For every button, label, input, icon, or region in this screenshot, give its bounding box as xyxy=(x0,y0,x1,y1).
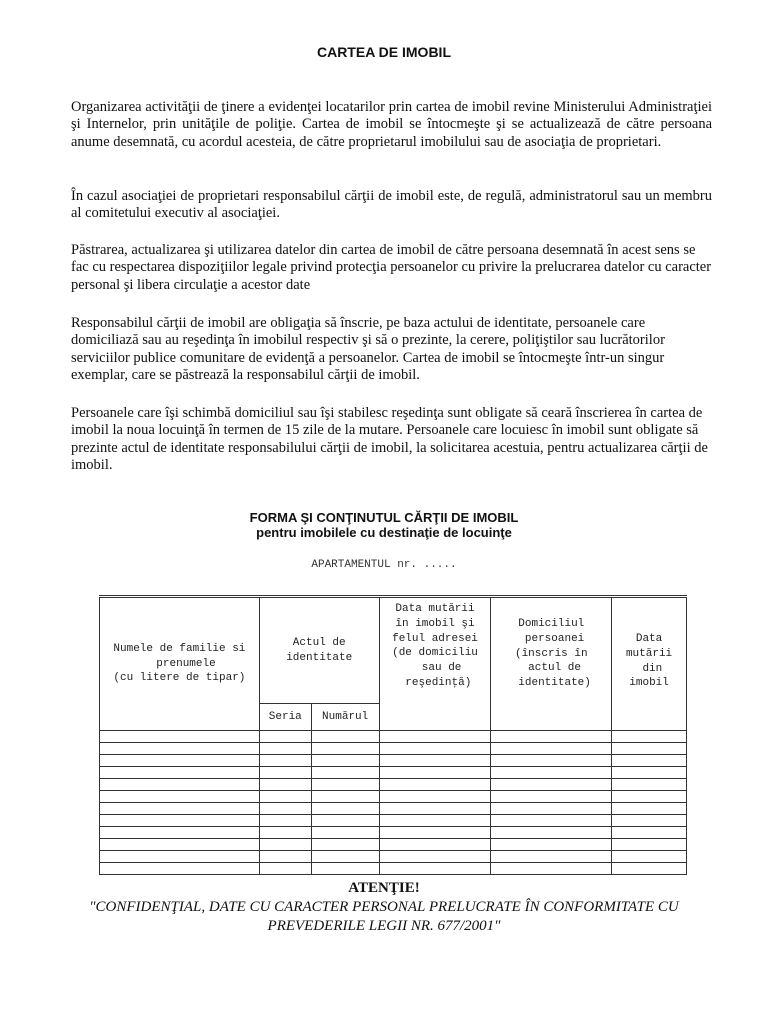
column-header-move-in: Data mutării în imobil şi felul adresei (de domiciliu sau de reşedinţă) xyxy=(379,597,491,731)
form-section-title xyxy=(0,510,768,540)
table-row xyxy=(100,791,687,803)
table-row xyxy=(100,863,687,875)
column-header-move-out: Data mutării din imobil xyxy=(612,597,687,731)
paragraph-persoane: Persoanele care îşi schimbă domiciliul sau îşi stabilesc reşedinţa sunt obligate să ceară înscrierea în cartea de imobil la noua locuinţă în termen de 15 zile de la mutare. Persoanele care locuiesc în imobil sunt obligate să prezinte actul de identitate responsabilului cărţii de imobil, la solicitarea acestuia, pentru actualizarea cărţii de imobil. xyxy=(71,405,708,474)
apartment-label: APARTAMENTUL nr. ..... xyxy=(311,559,457,571)
form-title-line2: pentru imobilele cu destinaţie de locuinţe xyxy=(256,525,512,540)
registry-table xyxy=(99,595,687,875)
table-row xyxy=(100,827,687,839)
table-row xyxy=(100,743,687,755)
warning-title: ATENŢIE! xyxy=(348,880,420,896)
paragraph-responsabil: Responsabilul cărţii de imobil are obligaţia să înscrie, pe baza actului de identitate, persoanele care domiciliază sau au reşedinţa în imobilul respectiv şi să o prezinte, la cerere, poliţiştilor sau lucrătorilor serviciilor publice comunitare de evidenţă a persoanelor. Cartea de imobil se întocmeşte într-un singur exemplar, care se păstrează la responsabilul cărţii de imobil. xyxy=(71,315,665,384)
column-header-id-number: Numărul xyxy=(311,704,379,731)
warning-text: "CONFIDENŢIAL, DATE CU CARACTER PERSONAL PRELUCRATE ÎN CONFORMITATE CU PREVEDERILE LEGII NR. 677/2001" xyxy=(89,899,679,934)
column-header-id-document: Actul de identitate xyxy=(259,597,379,704)
table-row xyxy=(100,803,687,815)
column-header-id-series: Seria xyxy=(259,704,311,731)
table-row xyxy=(100,839,687,851)
paragraph-organizare: Organizarea activităţii de ţinere a evidenţei locatarilor prin cartea de imobil revine Ministerului Administraţiei şi Internelor, prin unităţile de poliţie. Cartea de imobil se întocmeşte şi se actualizează de către persoana anume desemnată, cu acordul acesteia, de către proprietarul imobilului sau de asociaţia de proprietari. xyxy=(71,99,712,150)
column-header-domicile: Domiciliul persoanei (înscris în actul de identitate) xyxy=(491,597,612,731)
paragraph-pastrare: Păstrarea, actualizarea şi utilizarea datelor din cartea de imobil de către persoana desemnată în acest sens se fac cu respectarea dispoziţiilor legale privind protecţia persoanelor cu privire la prelucrarea datelor cu caracter personal şi libera circulaţie a acestor date xyxy=(71,242,712,293)
document-title: CARTEA DE IMOBIL xyxy=(316,44,452,60)
table-row xyxy=(100,767,687,779)
form-title-line1: FORMA ŞI CONŢINUTUL CĂRŢII DE IMOBIL xyxy=(249,510,519,525)
table-row xyxy=(100,851,687,863)
column-header-name: Numele de familie si prenumele (cu litere de tipar) xyxy=(100,597,260,731)
table-row xyxy=(100,731,687,743)
table-row xyxy=(100,779,687,791)
table-row xyxy=(100,815,687,827)
table-row xyxy=(100,755,687,767)
paragraph-asociatie: În cazul asociaţiei de proprietari responsabilul cărţii de imobil este, de regulă, administratorul sau un membru al comitetului executiv al asociaţiei. xyxy=(71,188,712,222)
